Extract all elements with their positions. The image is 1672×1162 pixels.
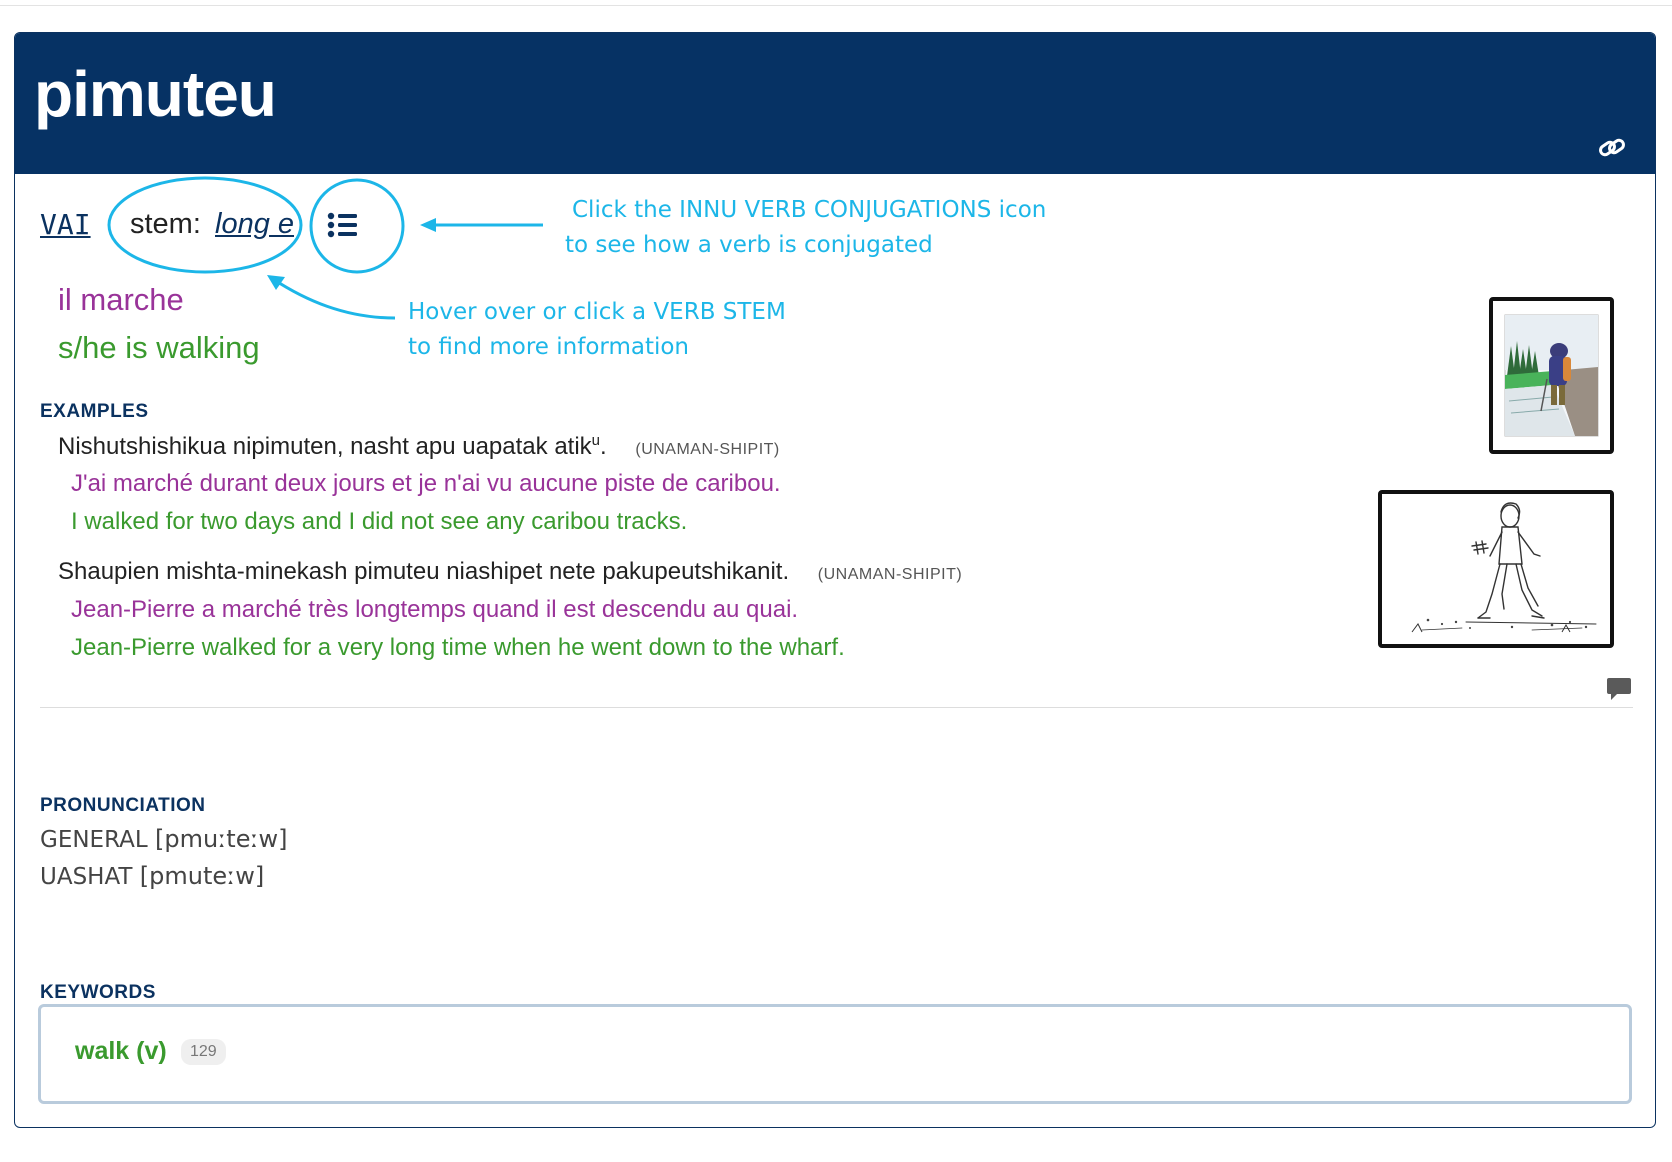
example-1-innu [58, 432, 780, 461]
stem-label: stem: [130, 208, 201, 240]
conjugation-annotation [565, 193, 1047, 263]
illustration-hiker-thumbnail[interactable] [1489, 297, 1614, 454]
example-2-source: (UNAMAN-SHIPIT) [817, 566, 963, 583]
comment-icon[interactable] [1606, 676, 1632, 702]
section-divider [40, 707, 1633, 708]
hiker-illustration [1493, 301, 1610, 450]
example-1-innu-end: . [600, 433, 607, 460]
entry-header [15, 33, 1655, 174]
examples-heading: EXAMPLES [40, 401, 149, 422]
keyword-link-walk[interactable]: walk (v) [75, 1037, 167, 1065]
stem-annotation-line1: Hover over or click a VERB STEM [408, 299, 786, 325]
example-1-innu-superscript: u [591, 432, 601, 449]
gloss-french: il marche [58, 282, 184, 317]
example-1-source: (UNAMAN-SHIPIT) [635, 441, 780, 458]
illustration-walking-man-thumbnail[interactable] [1378, 490, 1614, 648]
part-of-speech-link[interactable]: VAI [40, 208, 91, 241]
keywords-heading: KEYWORDS [40, 982, 156, 1003]
pronunciation-general-dialect: GENERAL [40, 827, 148, 853]
example-2-french: Jean-Pierre a marché très longtemps quand il est descendu au quai. [71, 596, 799, 623]
example-2-innu-text: Shaupien mishta-minekash pimuteu niashipet nete pakupeutshikanit. [58, 558, 790, 585]
conjugation-annotation-line2: to see how a verb is conjugated [565, 232, 933, 258]
stem-annotation-line2: to find more information [408, 334, 690, 360]
pronunciation-general-ipa: [pmuːteːw] [155, 825, 288, 853]
headword: pimuteu [34, 58, 276, 130]
example-1-innu-text: Nishutshishikua nipimuten, nasht apu uapatak atik [58, 433, 592, 460]
keyword-count-badge: 129 [181, 1039, 226, 1065]
example-1-english: I walked for two days and I did not see any caribou tracks. [71, 508, 688, 535]
pronunciation-heading: PRONUNCIATION [40, 795, 206, 816]
pronunciation-uashat-dialect: UASHAT [40, 864, 133, 890]
keywords-box [38, 1004, 1632, 1104]
verb-conjugations-icon[interactable] [327, 210, 359, 240]
example-1-french: J'ai marché durant deux jours et je n'ai vu aucune piste de caribou. [71, 470, 781, 497]
pronunciation-uashat-ipa: [pmuteːw] [139, 862, 265, 890]
link-icon[interactable] [1597, 133, 1627, 163]
walking-man-illustration [1382, 494, 1610, 644]
top-rule [0, 5, 1672, 6]
conjugation-annotation-line1: Click the INNU VERB CONJUGATIONS icon [572, 197, 1047, 223]
example-2-innu [58, 558, 962, 586]
stem-annotation [408, 295, 786, 365]
pronunciation-uashat [40, 862, 264, 890]
example-2-english: Jean-Pierre walked for a very long time when he went down to the wharf. [71, 634, 845, 661]
pronunciation-general [40, 825, 288, 853]
gloss-english: s/he is walking [58, 330, 260, 365]
verb-stem-link[interactable]: long e [215, 208, 295, 240]
